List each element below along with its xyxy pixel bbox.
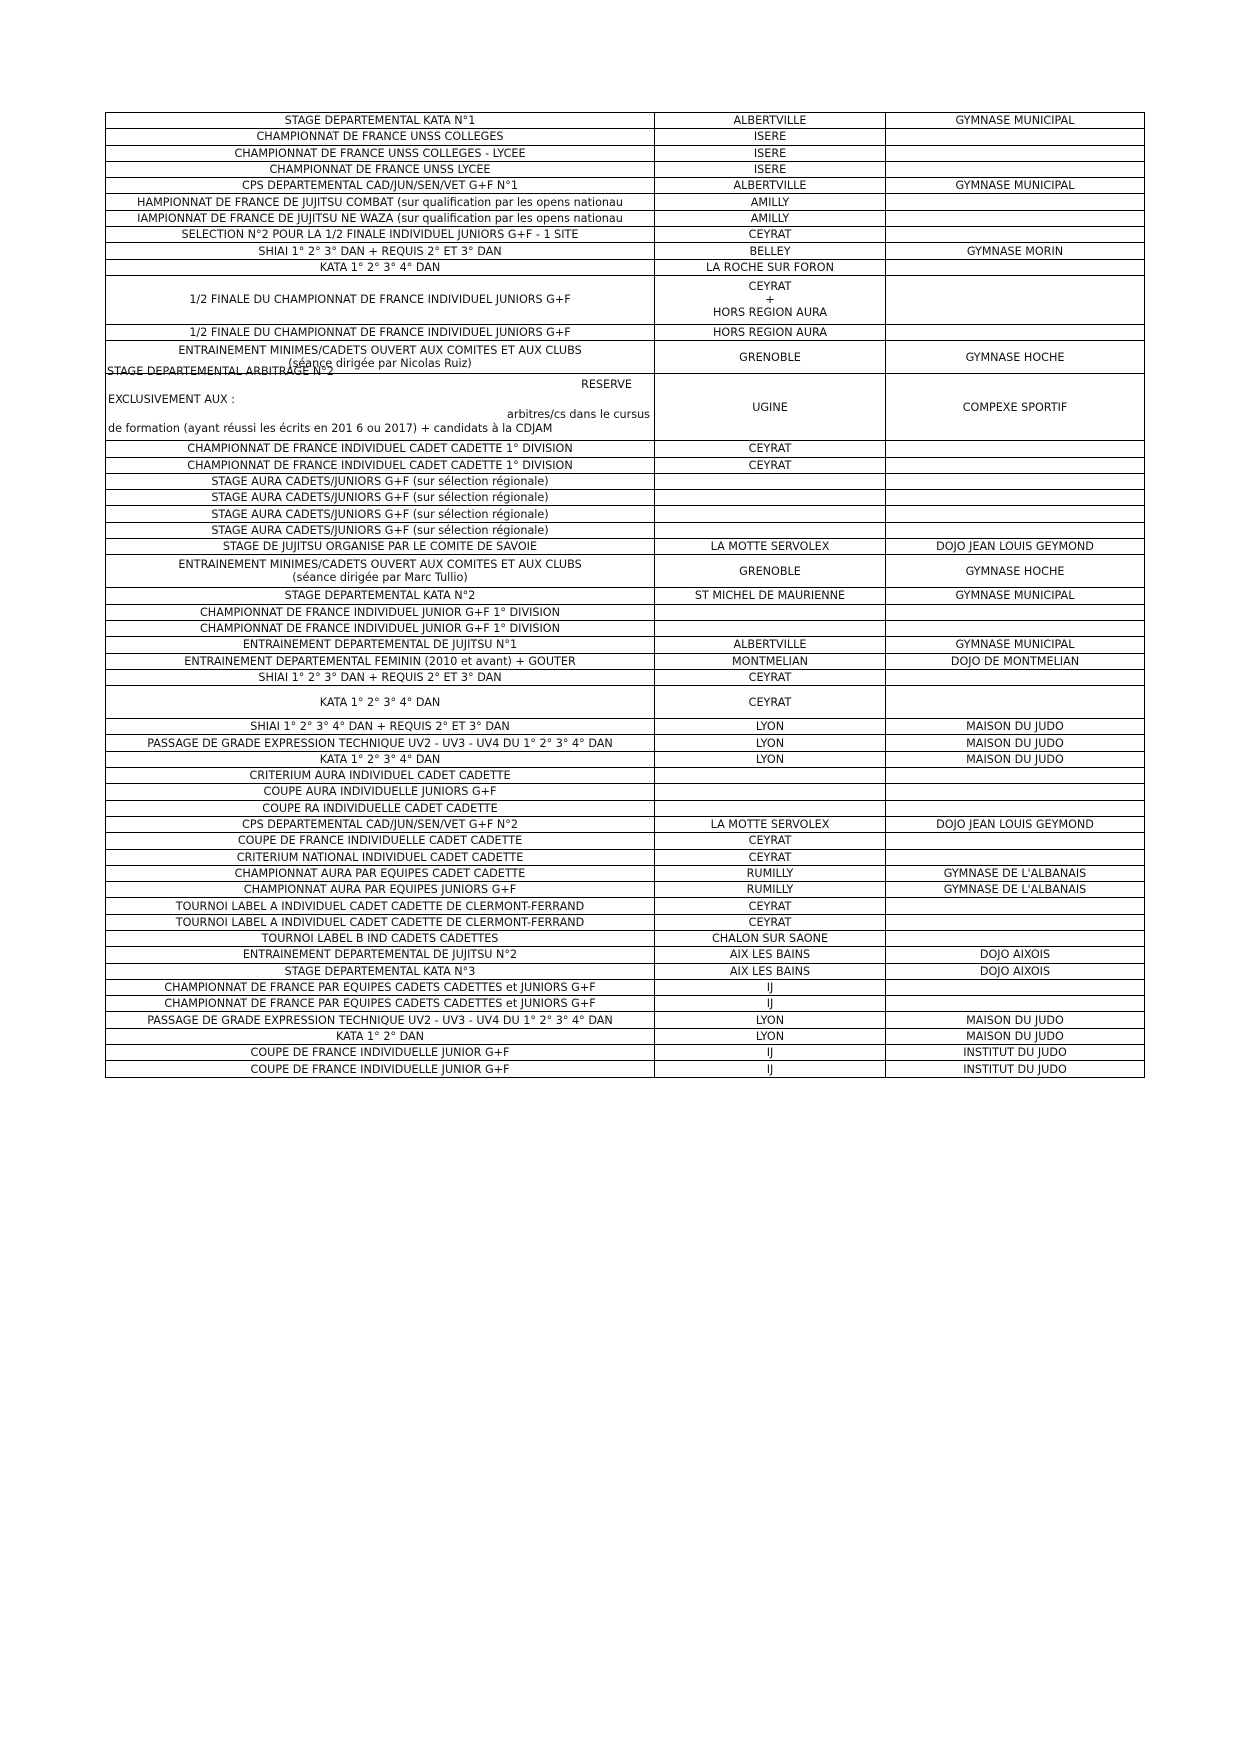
venue-cell: DOJO JEAN LOUIS GEYMOND	[886, 816, 1145, 832]
event-cell: IAMPIONNAT DE FRANCE DE JUJITSU NE WAZA (sur qualification par les opens nationau	[106, 210, 655, 226]
place-cell: UGINE	[655, 374, 886, 441]
table-row	[106, 930, 1145, 946]
event-cell: HAMPIONNAT DE FRANCE DE JUJITSU COMBAT (sur qualification par les opens nationau	[106, 194, 655, 210]
venue-cell	[886, 784, 1145, 800]
venue-cell	[886, 604, 1145, 620]
place-cell: IJ	[655, 1045, 886, 1061]
audience-text: arbitres/cs dans le cursus	[507, 408, 650, 422]
venue-cell	[886, 979, 1145, 995]
event-cell: CHAMPIONNAT DE FRANCE PAR EQUIPES CADETS CADETTES et JUNIORS G+F	[106, 979, 655, 995]
venue-cell: GYMNASE MUNICIPAL	[886, 178, 1145, 194]
event-cell: STAGE AURA CADETS/JUNIORS G+F (sur sélection régionale)	[106, 473, 655, 489]
venue-cell: MAISON DU JUDO	[886, 1012, 1145, 1028]
table-row	[106, 686, 1145, 719]
table-row	[106, 113, 1145, 129]
place-cell: HORS REGION AURA	[655, 324, 886, 340]
place-cell	[655, 522, 886, 538]
venue-cell	[886, 145, 1145, 161]
event-cell: 1/2 FINALE DU CHAMPIONNAT DE FRANCE INDIVIDUEL JUNIORS G+F	[106, 324, 655, 340]
event-cell: CHAMPIONNAT DE FRANCE UNSS COLLEGES	[106, 129, 655, 145]
place-cell: GRENOBLE	[655, 555, 886, 588]
event-cell: TOURNOI LABEL B IND CADETS CADETTES	[106, 930, 655, 946]
table-row	[106, 324, 1145, 340]
event-cell: TOURNOI LABEL A INDIVIDUEL CADET CADETTE DE CLERMONT-FERRAND	[106, 914, 655, 930]
table-row	[106, 194, 1145, 210]
place-cell: LYON	[655, 735, 886, 751]
venue-cell: DOJO AIXOIS	[886, 963, 1145, 979]
venue-cell: MAISON DU JUDO	[886, 751, 1145, 767]
place-cell: LA MOTTE SERVOLEX	[655, 539, 886, 555]
place-cell: MONTMELIAN	[655, 653, 886, 669]
place-cell: ALBERTVILLE	[655, 113, 886, 129]
event-cell: 1/2 FINALE DU CHAMPIONNAT DE FRANCE INDIVIDUEL JUNIORS G+F	[106, 275, 655, 324]
place-cell: CEYRAT	[655, 686, 886, 719]
event-cell: PASSAGE DE GRADE EXPRESSION TECHNIQUE UV2 - UV3 - UV4 DU 1° 2° 3° 4° DAN	[106, 1012, 655, 1028]
table-row	[106, 669, 1145, 685]
place-cell: CEYRAT	[655, 227, 886, 243]
place-cell: CEYRAT	[655, 833, 886, 849]
venue-cell	[886, 259, 1145, 275]
table-row	[106, 996, 1145, 1012]
event-cell: SHIAI 1° 2° 3° 4° DAN + REQUIS 2° ET 3° DAN	[106, 719, 655, 735]
event-cell: CHAMPIONNAT DE FRANCE INDIVIDUEL JUNIOR G+F 1° DIVISION	[106, 604, 655, 620]
venue-cell: COMPEXE SPORTIF	[886, 374, 1145, 441]
place-cell	[655, 506, 886, 522]
place-cell: LYON	[655, 719, 886, 735]
table-row	[106, 637, 1145, 653]
exclusive-text: EXCLUSIVEMENT AUX :	[108, 393, 236, 407]
venue-cell: GYMNASE DE L'ALBANAIS	[886, 865, 1145, 881]
venue-cell: MAISON DU JUDO	[886, 735, 1145, 751]
event-cell: KATA 1° 2° DAN	[106, 1028, 655, 1044]
place-cell	[655, 604, 886, 620]
place-cell: LA ROCHE SUR FORON	[655, 259, 886, 275]
event-cell: KATA 1° 2° 3° 4° DAN	[106, 686, 655, 719]
events-table	[105, 112, 1145, 1078]
place-cell: AMILLY	[655, 194, 886, 210]
arbitrage-block	[107, 365, 652, 440]
venue-cell	[886, 849, 1145, 865]
event-cell: CHAMPIONNAT AURA PAR EQUIPES JUNIORS G+F	[106, 882, 655, 898]
place-cell	[655, 490, 886, 506]
table-row	[106, 161, 1145, 177]
table-row	[106, 473, 1145, 489]
event-cell: COUPE DE FRANCE INDIVIDUELLE JUNIOR G+F	[106, 1061, 655, 1077]
place-cell: CEYRAT	[655, 457, 886, 473]
table-row	[106, 441, 1145, 457]
venue-cell	[886, 194, 1145, 210]
place-cell: CHALON SUR SAONE	[655, 930, 886, 946]
table-row	[106, 259, 1145, 275]
table-row	[106, 963, 1145, 979]
event-cell: STAGE AURA CADETS/JUNIORS G+F (sur sélection régionale)	[106, 490, 655, 506]
event-cell: STAGE DEPARTEMENTAL KATA N°1	[106, 113, 655, 129]
place-cell: RUMILLY	[655, 865, 886, 881]
place-cell: CEYRAT	[655, 441, 886, 457]
venue-cell	[886, 210, 1145, 226]
event-cell: CHAMPIONNAT DE FRANCE INDIVIDUEL JUNIOR G+F 1° DIVISION	[106, 620, 655, 636]
table-row	[106, 1061, 1145, 1077]
table-row	[106, 751, 1145, 767]
table-row	[106, 865, 1145, 881]
table-row	[106, 539, 1145, 555]
place-cell: IJ	[655, 996, 886, 1012]
event-cell: SHIAI 1° 2° 3° DAN + REQUIS 2° ET 3° DAN	[106, 669, 655, 685]
place-cell: LYON	[655, 1028, 886, 1044]
venue-cell	[886, 522, 1145, 538]
table-row	[106, 849, 1145, 865]
venue-cell	[886, 161, 1145, 177]
place-cell: ALBERTVILLE	[655, 637, 886, 653]
table-row	[106, 210, 1145, 226]
event-cell: CHAMPIONNAT AURA PAR EQUIPES CADET CADETTE	[106, 865, 655, 881]
event-cell: COUPE DE FRANCE INDIVIDUELLE JUNIOR G+F	[106, 1045, 655, 1061]
table-row	[106, 588, 1145, 604]
event-cell: COUPE AURA INDIVIDUELLE JUNIORS G+F	[106, 784, 655, 800]
table-row	[106, 898, 1145, 914]
venue-cell	[886, 129, 1145, 145]
venue-cell: GYMNASE MUNICIPAL	[886, 637, 1145, 653]
venue-cell	[886, 441, 1145, 457]
event-cell: STAGE AURA CADETS/JUNIORS G+F (sur sélection régionale)	[106, 522, 655, 538]
table-row	[106, 490, 1145, 506]
event-cell: KATA 1° 2° 3° 4° DAN	[106, 751, 655, 767]
place-cell: LYON	[655, 1012, 886, 1028]
event-cell: KATA 1° 2° 3° 4° DAN	[106, 259, 655, 275]
event-cell: TOURNOI LABEL A INDIVIDUEL CADET CADETTE DE CLERMONT-FERRAND	[106, 898, 655, 914]
table-row	[106, 620, 1145, 636]
venue-cell: MAISON DU JUDO	[886, 719, 1145, 735]
table-row	[106, 719, 1145, 735]
place-cell: LA MOTTE SERVOLEX	[655, 816, 886, 832]
table-row	[106, 275, 1145, 324]
table-row	[106, 735, 1145, 751]
table-row	[106, 914, 1145, 930]
event-cell: ENTRAINEMENT MINIMES/CADETS OUVERT AUX COMITES ET AUX CLUBS (séance dirigée par Marc Tullio)	[106, 555, 655, 588]
event-cell: CHAMPIONNAT DE FRANCE UNSS LYCEE	[106, 161, 655, 177]
table-row	[106, 522, 1145, 538]
venue-cell	[886, 930, 1145, 946]
event-cell: CHAMPIONNAT DE FRANCE INDIVIDUEL CADET CADETTE 1° DIVISION	[106, 457, 655, 473]
venue-cell	[886, 833, 1145, 849]
event-cell: CPS DEPARTEMENTAL CAD/JUN/SEN/VET G+F N°2	[106, 816, 655, 832]
event-cell: CHAMPIONNAT DE FRANCE UNSS COLLEGES - LYCEE	[106, 145, 655, 161]
table-row	[106, 604, 1145, 620]
place-cell	[655, 784, 886, 800]
event-cell: COUPE RA INDIVIDUELLE CADET CADETTE	[106, 800, 655, 816]
venue-cell	[886, 473, 1145, 489]
venue-cell: GYMNASE HOCHE	[886, 555, 1145, 588]
venue-cell	[886, 324, 1145, 340]
table-row	[106, 506, 1145, 522]
table-row	[106, 653, 1145, 669]
table-row	[106, 243, 1145, 259]
venue-cell: DOJO AIXOIS	[886, 947, 1145, 963]
place-cell: ISERE	[655, 129, 886, 145]
venue-cell	[886, 506, 1145, 522]
venue-cell: DOJO JEAN LOUIS GEYMOND	[886, 539, 1145, 555]
place-cell: ALBERTVILLE	[655, 178, 886, 194]
place-cell: CEYRAT	[655, 669, 886, 685]
event-cell: STAGE DEPARTEMENTAL KATA N°3	[106, 963, 655, 979]
event-cell: ENTRAINEMENT DEPARTEMENTAL DE JUJITSU N°1	[106, 637, 655, 653]
event-cell: PASSAGE DE GRADE EXPRESSION TECHNIQUE UV2 - UV3 - UV4 DU 1° 2° 3° 4° DAN	[106, 735, 655, 751]
reserve-text: RESERVE	[581, 378, 632, 392]
event-cell: CRITERIUM NATIONAL INDIVIDUEL CADET CADETTE	[106, 849, 655, 865]
table-row	[106, 784, 1145, 800]
place-cell: CEYRAT	[655, 914, 886, 930]
venue-cell: GYMNASE MUNICIPAL	[886, 588, 1145, 604]
event-cell: STAGE AURA CADETS/JUNIORS G+F (sur sélection régionale)	[106, 506, 655, 522]
event-cell: CPS DEPARTEMENTAL CAD/JUN/SEN/VET G+F N°1	[106, 178, 655, 194]
place-cell	[655, 473, 886, 489]
place-cell	[655, 800, 886, 816]
place-cell: IJ	[655, 1061, 886, 1077]
place-cell: ISERE	[655, 145, 886, 161]
venue-cell: GYMNASE MUNICIPAL	[886, 113, 1145, 129]
venue-cell: INSTITUT DU JUDO	[886, 1061, 1145, 1077]
venue-cell	[886, 898, 1145, 914]
formation-text: de formation (ayant réussi les écrits en 201 6 ou 2017) + candidats à la CDJAM	[108, 422, 553, 436]
venue-cell	[886, 227, 1145, 243]
event-cell: ENTRAINEMENT DEPARTEMENTAL DE JUJITSU N°2	[106, 947, 655, 963]
event-cell: SELECTION N°2 POUR LA 1/2 FINALE INDIVIDUEL JUNIORS G+F - 1 SITE	[106, 227, 655, 243]
place-cell: AIX LES BAINS	[655, 947, 886, 963]
event-cell: ENTRAINEMENT DEPARTEMENTAL FEMININ (2010 et avant) + GOUTER	[106, 653, 655, 669]
place-cell: GRENOBLE	[655, 341, 886, 374]
venue-cell	[886, 686, 1145, 719]
place-cell: AMILLY	[655, 210, 886, 226]
table-row	[106, 129, 1145, 145]
table-row	[106, 145, 1145, 161]
place-cell: RUMILLY	[655, 882, 886, 898]
venue-cell	[886, 457, 1145, 473]
table-row	[106, 374, 1145, 441]
venue-cell	[886, 620, 1145, 636]
place-cell	[655, 768, 886, 784]
event-cell: CRITERIUM AURA INDIVIDUEL CADET CADETTE	[106, 768, 655, 784]
venue-cell	[886, 768, 1145, 784]
place-cell: AIX LES BAINS	[655, 963, 886, 979]
place-cell: BELLEY	[655, 243, 886, 259]
table-row	[106, 800, 1145, 816]
table-row	[106, 555, 1145, 588]
event-cell: STAGE DE JUJITSU ORGANISE PAR LE COMITE DE SAVOIE	[106, 539, 655, 555]
place-cell	[655, 620, 886, 636]
event-cell: STAGE DEPARTEMENTAL KATA N°2	[106, 588, 655, 604]
venue-cell: GYMNASE DE L'ALBANAIS	[886, 882, 1145, 898]
table-row	[106, 178, 1145, 194]
table-row	[106, 882, 1145, 898]
table-row	[106, 227, 1145, 243]
place-cell: CEYRAT	[655, 849, 886, 865]
place-cell: LYON	[655, 751, 886, 767]
place-cell: ISERE	[655, 161, 886, 177]
place-cell: IJ	[655, 979, 886, 995]
place-cell: ST MICHEL DE MAURIENNE	[655, 588, 886, 604]
venue-cell	[886, 490, 1145, 506]
venue-cell: GYMNASE MORIN	[886, 243, 1145, 259]
venue-cell	[886, 800, 1145, 816]
event-cell: CHAMPIONNAT DE FRANCE INDIVIDUEL CADET CADETTE 1° DIVISION	[106, 441, 655, 457]
venue-cell	[886, 669, 1145, 685]
arbitrage-title: STAGE DEPARTEMENTAL ARBITRAGE N°2	[107, 365, 334, 379]
event-cell	[106, 365, 655, 441]
venue-cell: GYMNASE HOCHE	[886, 341, 1145, 374]
venue-cell	[886, 996, 1145, 1012]
venue-cell: MAISON DU JUDO	[886, 1028, 1145, 1044]
table-row	[106, 979, 1145, 995]
table-row	[106, 833, 1145, 849]
table-row	[106, 816, 1145, 832]
venue-cell: DOJO DE MONTMELIAN	[886, 653, 1145, 669]
place-cell: CEYRAT	[655, 898, 886, 914]
event-cell: ENTRAINEMENT MINIMES/CADETS OUVERT AUX COMITES ET AUX CLUBS (séance dirigée par Nicolas Ruiz)	[106, 341, 655, 374]
table-row	[106, 1012, 1145, 1028]
table-row	[106, 947, 1145, 963]
event-cell: SHIAI 1° 2° 3° DAN + REQUIS 2° ET 3° DAN	[106, 243, 655, 259]
place-cell: CEYRAT + HORS REGION AURA	[655, 275, 886, 324]
table-row	[106, 768, 1145, 784]
venue-cell: INSTITUT DU JUDO	[886, 1045, 1145, 1061]
table-row	[106, 457, 1145, 473]
venue-cell	[886, 914, 1145, 930]
venue-cell	[886, 275, 1145, 324]
table-row	[106, 1028, 1145, 1044]
event-cell: COUPE DE FRANCE INDIVIDUELLE CADET CADETTE	[106, 833, 655, 849]
event-cell: CHAMPIONNAT DE FRANCE PAR EQUIPES CADETS CADETTES et JUNIORS G+F	[106, 996, 655, 1012]
table-row	[106, 1045, 1145, 1061]
